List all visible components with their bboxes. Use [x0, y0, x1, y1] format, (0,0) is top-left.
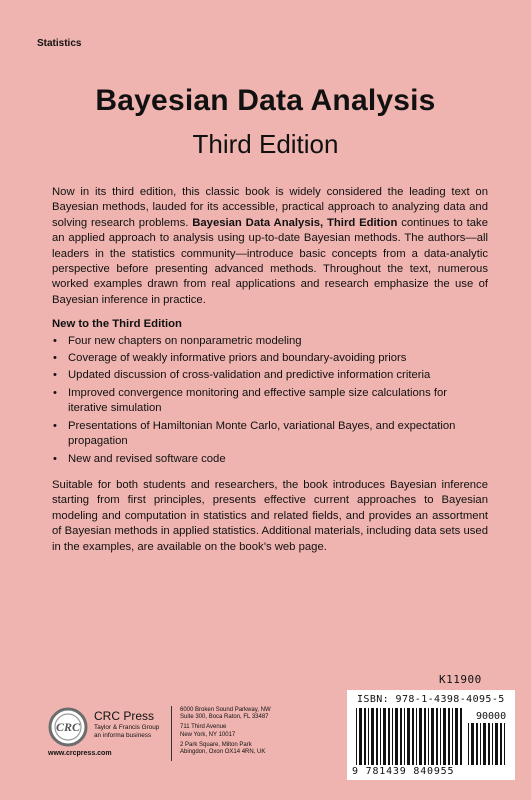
features-list	[52, 334, 488, 467]
address-line: 6000 Broken Sound Parkway, NW	[180, 707, 271, 713]
feature-item: • Presentations of Hamiltonian Monte Carlo, variational Bayes, and expectation propagation	[52, 419, 488, 450]
barcode-bar	[364, 708, 366, 765]
barcode-bar	[504, 723, 505, 765]
intro-text-2: continues to take an applied approach to analysis using up-to-date Bayesian methods. The authors—all leaders in the statistics community—introduce basic concepts from a data-analytic perspective before presenting advanced methods. Throughout the text, numerous worked examples drawn from real applications and research emphasize the use of Bayesian inference in practice.	[52, 216, 488, 306]
barcode-bar	[460, 708, 462, 765]
barcode-bar	[368, 708, 369, 765]
barcode-bar	[395, 708, 398, 765]
feature-item: • Updated discussion of cross-validation and predictive information criteria	[52, 368, 488, 383]
barcode-bar	[388, 708, 390, 765]
feature-item: • Four new chapters on nonparametric modeling	[52, 334, 488, 349]
barcode-bar	[404, 708, 405, 765]
barcode-bar	[416, 708, 417, 765]
barcode-bar	[480, 723, 481, 765]
barcode-bar	[419, 708, 422, 765]
barcode-digits: 9 781439 840955	[352, 766, 455, 777]
barcode-bar	[383, 708, 386, 765]
address-block	[180, 707, 271, 721]
barcode-bar	[424, 708, 426, 765]
feature-item: • Improved convergence monitoring and effective sample size calculations for iterative simulation	[52, 386, 488, 417]
barcode-bar	[448, 708, 450, 765]
barcode-bar	[359, 708, 362, 765]
barcode-bar	[392, 708, 393, 765]
publisher-business: an informa business	[94, 732, 152, 739]
description	[52, 185, 488, 564]
address-block	[180, 724, 271, 738]
address-line: Abingdon, Oxon OX14 4RN, UK	[180, 749, 266, 756]
intro-text-1: Now in its third edition, this classic book is widely considered the leading text on Bayesian methods, lauded for its accessible, practical approach to analyzing data and solving research problems.	[52, 186, 488, 229]
barcode-bar	[440, 708, 441, 765]
barcode-bar	[380, 708, 381, 765]
intro-paragraph	[52, 185, 488, 308]
barcode-bar	[443, 708, 446, 765]
new-features-heading: New to the Third Edition	[52, 318, 182, 331]
book-title: Bayesian Data Analysis	[95, 84, 436, 117]
publisher-details	[94, 724, 159, 740]
isbn-text: ISBN: 978-1-4398-4095-5	[357, 694, 505, 705]
address-block	[180, 742, 271, 756]
barcode-bar	[495, 723, 498, 765]
isbn-barcode-icon	[356, 708, 464, 765]
barcode-bar	[468, 723, 469, 765]
address-line: 2 Park Square, Milton Park	[180, 741, 252, 748]
address-line: 711 Third Avenue	[180, 724, 227, 731]
addon-barcode-icon	[468, 723, 508, 765]
barcode-bar	[436, 708, 438, 765]
catalog-code: K11900	[439, 673, 482, 686]
intro-book-title: Bayesian Data Analysis, Third Edition	[192, 216, 398, 229]
barcode-bar	[452, 708, 453, 765]
barcode-bar	[455, 708, 458, 765]
publisher-addresses	[180, 707, 271, 759]
logo-text: CRC	[55, 720, 81, 734]
barcode-bar	[431, 708, 434, 765]
feature-item: • New and revised software code	[52, 452, 488, 467]
barcode-bar	[356, 708, 357, 765]
publisher-group: Taylor & Francis Group	[94, 724, 160, 731]
feature-item: • Coverage of weakly informative priors and boundary-avoiding priors	[52, 351, 488, 366]
barcode-bar	[428, 708, 429, 765]
publisher-url[interactable]: www.crcpress.com	[48, 750, 112, 757]
barcode-bar	[400, 708, 402, 765]
barcode-bar	[471, 723, 474, 765]
category-label: Statistics	[37, 38, 82, 49]
barcode-bar	[492, 723, 493, 765]
barcode-bar	[376, 708, 378, 765]
address-line: Suite 300, Boca Raton, FL 33487	[180, 714, 269, 721]
book-edition: Third Edition	[192, 129, 339, 159]
publisher-name: CRC Press	[94, 709, 155, 723]
address-line: New York, NY 10017	[180, 731, 236, 738]
barcode-bar	[407, 708, 410, 765]
crc-press-logo-icon	[48, 707, 88, 747]
barcode-bar	[412, 708, 414, 765]
price-code: 90000	[476, 711, 507, 722]
barcode-bar	[488, 723, 490, 765]
divider	[171, 706, 172, 761]
barcode-bar	[476, 723, 478, 765]
barcode-bar	[483, 723, 486, 765]
barcode-bar	[500, 723, 502, 765]
closing-paragraph: Suitable for both students and researchers, the book introduces Bayesian inference starting from first principles, presents effective current approaches to Bayesian modeling and computation in statistics and related fields, and provides an assortment of Bayesian methods in applied statistics. Additional materials, including data sets used in the examples, are available on the book’s web page.	[52, 478, 488, 553]
barcode-bar	[371, 708, 374, 765]
